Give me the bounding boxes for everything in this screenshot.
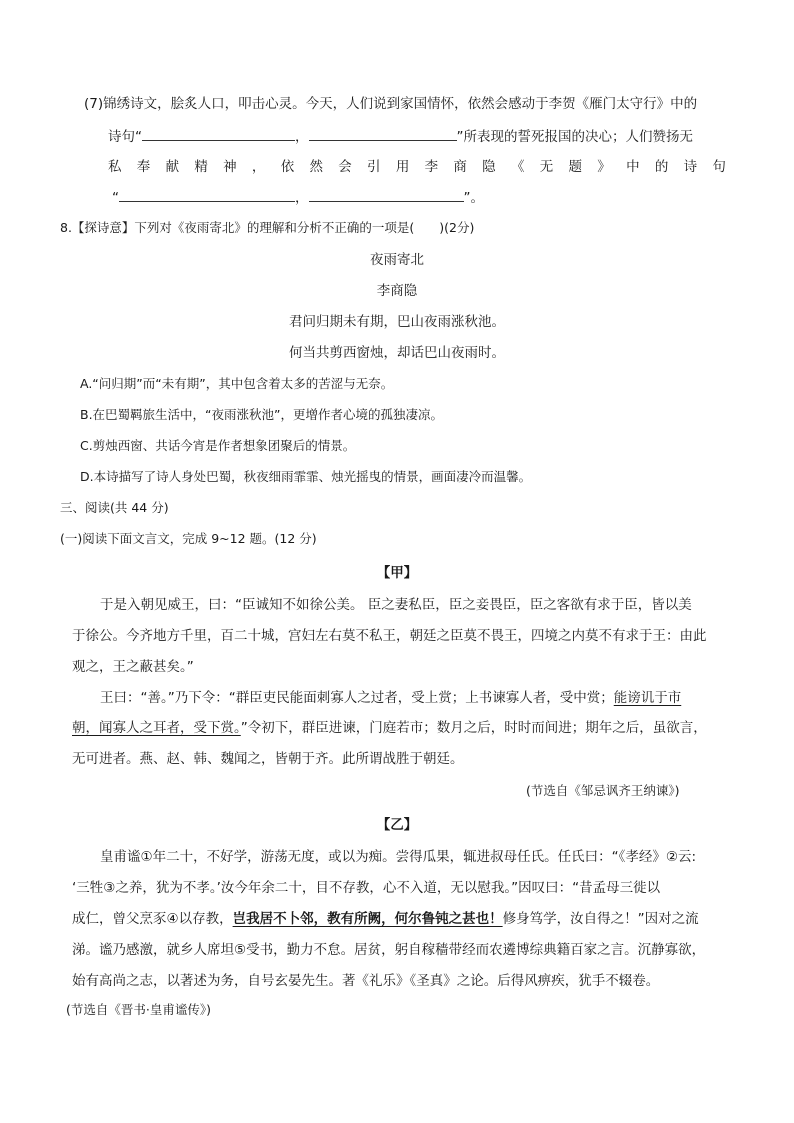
char: ， <box>251 159 266 175</box>
section-heading: 三、阅读(共 44 分) <box>60 500 169 515</box>
item7-line4-comma: ， <box>295 190 309 206</box>
char: 神 <box>223 159 237 175</box>
char: 的 <box>654 159 669 175</box>
char: 诗 <box>683 159 698 175</box>
char: 隐 <box>482 159 496 175</box>
answer-blank-2[interactable] <box>309 126 457 141</box>
jia-p2-line3: 无可进者。燕、赵、韩、魏闻之，皆朝于齐。此所谓战胜于朝廷。 <box>72 751 464 767</box>
char: 会 <box>338 159 352 175</box>
answer-blank-3[interactable] <box>119 187 295 202</box>
char: 引 <box>367 159 381 175</box>
yi-text: 成仁，曾父烹豕④以存教， <box>72 911 233 927</box>
passage-jia-label: 【甲】 <box>376 565 418 581</box>
char: 》 <box>597 159 611 175</box>
poem-title: 夜雨寄北 <box>370 252 424 268</box>
char: 私 <box>108 159 122 175</box>
passage-yi-label: 【乙】 <box>376 817 418 833</box>
item7-line1: (7)锦绣诗文，脍炙人口，叩击心灵。今天，人们说到家国情怀，依然会感动于李贺《雁门太守行》中的 <box>84 96 698 112</box>
item7-line2-post: ”所表现的誓死报国的决心；人们赞扬无 <box>456 129 693 145</box>
char: 商 <box>453 159 467 175</box>
poem-author: 李商隐 <box>376 283 418 299</box>
jia-p1-line2: 于徐公。今齐地方千里，百二十城，宫妇左右莫不私王，朝廷之臣莫不畏王，四境之内莫不有求于王：由此 <box>72 628 707 644</box>
jia-p2-text: ”令初下，群臣进谏，门庭若市；数月之后，时时而间进；期年之后，虽欲言， <box>240 720 707 736</box>
underlined-sentence: 岂我居不卜邻，教有所阙，何尔鲁钝之甚也！ <box>232 911 503 927</box>
char: 无 <box>539 159 554 175</box>
poem-line-1: 君问归期未有期，巴山夜雨涨秋池。 <box>289 314 505 330</box>
char: 句 <box>712 159 726 175</box>
yi-line2: ‘三牲③之养，犹为不孝。’汝今年余二十，目不存教，心不入道，无以慰我。”因叹曰：“昔孟母三徙以 <box>72 880 661 896</box>
yi-line4: 涕。谧乃感激，就乡人席坦⑤受书，勤力不怠。居贫，躬自稼穑带经而农遴博综典籍百家之言。沉静寡欲， <box>72 942 706 958</box>
yi-line5: 始有高尚之志，以著述为务，自号玄晏先生。著《礼乐》《圣真》之论。后得风痹疾，犹手不辍卷。 <box>72 973 660 989</box>
item7-line4 <box>112 187 484 208</box>
yi-line1: 皇甫谧①年二十，不好学，游荡无度，或以为痴。尝得瓜果，辄进叔母任氏。任氏曰：“《孝经》②云: <box>100 849 696 865</box>
char: 用 <box>395 159 410 175</box>
item7-line2 <box>108 126 693 147</box>
option-a: A.“问归期”而“未有期”，其中包含着太多的苦涩与无奈。 <box>80 376 394 391</box>
section-subheading: (一)阅读下面文言文，完成 9~12 题。(12 分) <box>60 531 317 546</box>
item7-line4-pre: “ <box>112 190 119 206</box>
jia-p1-line3: 观之，王之蔽甚矣。” <box>72 659 194 675</box>
option-b: B.在巴蜀羁旅生活中，“夜雨涨秋池”，更增作者心境的孤独凄凉。 <box>80 407 444 422</box>
option-c: C.剪烛西窗、共话今宵是作者想象团聚后的情景。 <box>80 438 356 453</box>
jia-source: (节选自《邹忌讽齐王纳谏》) <box>526 783 680 798</box>
underlined-sentence: 朝，闻寡人之耳者，受下赏。 <box>72 720 241 736</box>
item7-line2-comma: ， <box>295 129 309 145</box>
item7-line2-pre: 诗句“ <box>108 129 142 145</box>
item7-line3 <box>108 157 726 177</box>
char: 中 <box>626 159 640 175</box>
yi-text: 修身笃学，汝自得之！”因对之流 <box>502 911 699 927</box>
char: 奉 <box>136 159 151 175</box>
item7-line4-post: ”。 <box>463 190 484 206</box>
char: 依 <box>280 159 295 175</box>
char: 李 <box>424 159 439 175</box>
option-d: D.本诗描写了诗人身处巴蜀，秋夜细雨霏霏、烛光摇曳的情景，画面凄冷而温馨。 <box>80 469 532 484</box>
jia-p2-line2 <box>72 718 707 738</box>
q8-stem: 8.【探诗意】下列对《夜雨寄北》的理解和分析不正确的一项是( )(2分) <box>60 220 475 235</box>
char: 献 <box>165 159 180 175</box>
jia-p2-line1 <box>100 688 681 708</box>
underlined-sentence: 能谤讥于市 <box>613 690 682 706</box>
jia-p1-line1: 于是入朝见威王，曰：“臣诚知不如徐公美。 臣之妻私臣，臣之妾畏臣，臣之客欲有求于臣，皆以美 <box>100 597 692 613</box>
yi-line3 <box>72 909 699 929</box>
char: 精 <box>194 159 208 175</box>
char: 然 <box>309 159 323 175</box>
jia-p2-text: 王曰：“善。”乃下令：“群臣吏民能面刺寡人之过者，受上赏；上书谏寡人者，受中赏； <box>100 690 614 706</box>
answer-blank-1[interactable] <box>142 126 295 141</box>
char: 《 <box>510 159 525 175</box>
answer-blank-4[interactable] <box>309 187 464 202</box>
yi-source: (节选自《晋书·皇甫谧传》) <box>66 1002 211 1017</box>
poem-line-2: 何当共剪西窗烛，却话巴山夜雨时。 <box>289 345 505 361</box>
char: 题 <box>568 159 582 175</box>
